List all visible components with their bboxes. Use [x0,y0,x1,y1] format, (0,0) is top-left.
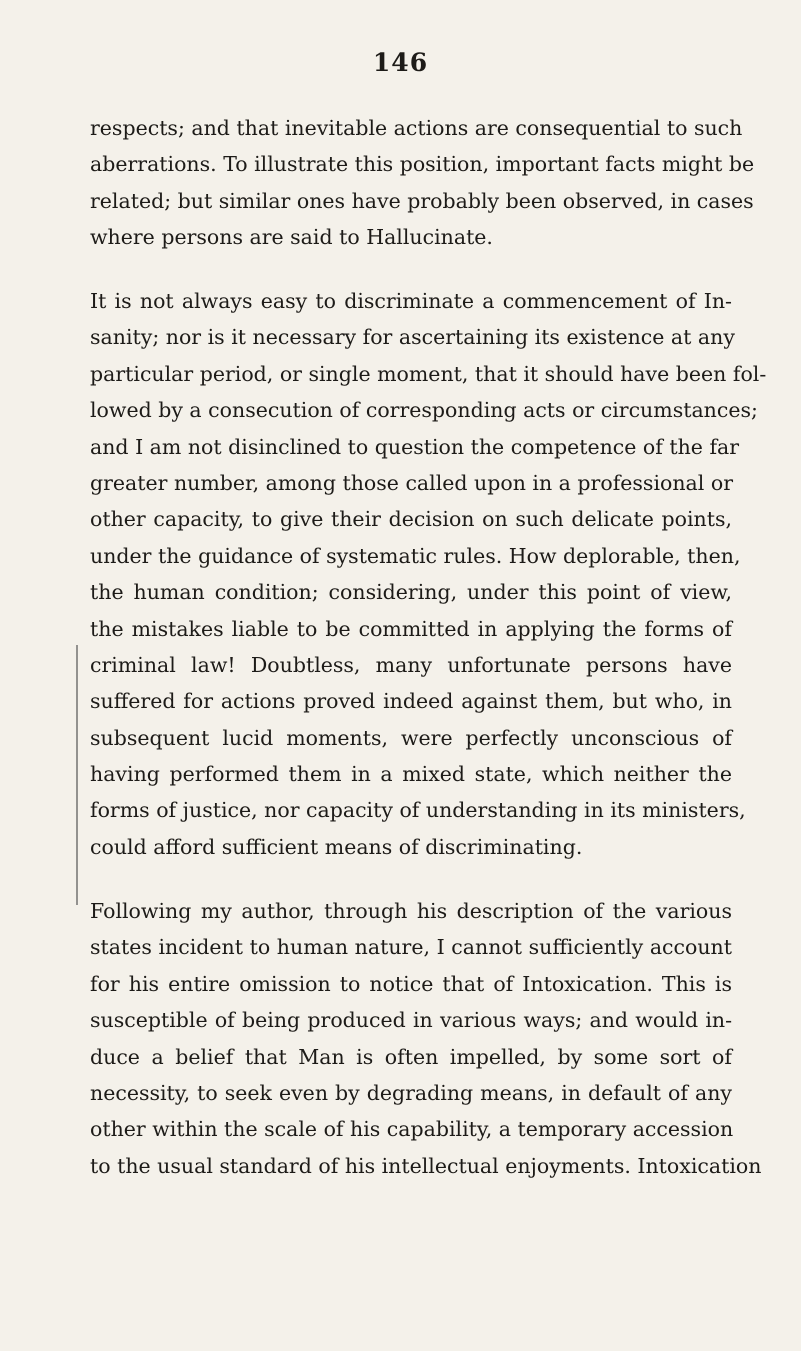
text-line: subsequent lucid moments, were perfectly unconscious of [90,725,732,750]
text-line: Following my author, through his description of the various [90,899,732,923]
text-line: having performed them in a mixed state, which neither the [90,762,732,787]
text-line: particular period, or single moment, that it should have been fol- [90,361,767,386]
text-line: for his entire omission to notice that of Intoxication. This is [90,971,732,996]
text-line: It is not always easy to discriminate a commencement of In- [90,289,732,313]
text-line: sanity; nor is it necessary for ascertaining its existence at any [90,325,735,350]
paragraph-1 [90,110,755,256]
text-line: duce a belief that Man is often impelled, by some sort of [90,1044,732,1069]
text-line: to the usual standard of his intellectual enjoyments. Intoxication [90,1153,762,1178]
text-line: related; but similar ones have probably been observed, in cases [90,188,754,213]
text-line: other within the scale of his capability, a temporary accession [90,1117,734,1142]
text-line: under the guidance of systematic rules. How deplorable, then, [90,543,741,568]
page-number: 146 [372,48,429,77]
margin-bracket-mark [76,645,86,905]
text-line: necessity, to seek even by degrading means, in default of any [90,1080,732,1105]
text-line: greater number, among those called upon in a professional or [90,470,733,495]
text-line: aberrations. To illustrate this position, important facts might be [90,152,755,177]
text-line: the mistakes liable to be committed in applying the forms of [90,616,732,641]
text-line: suffered for actions proved indeed against them, but who, in [90,689,732,714]
text-line: respects; and that inevitable actions are consequential to such [90,116,743,140]
text-line: where persons are said to Hallucinate. [90,225,493,250]
text-line: lowed by a consecution of corresponding acts or circumstances; [90,398,758,423]
text-line: forms of justice, nor capacity of understanding in its ministers, [90,798,746,823]
paragraph-3 [90,893,762,1184]
text-line: could afford sufficient means of discriminating. [90,834,583,859]
paragraph-2 [90,283,767,865]
text-line: and I am not disinclined to question the competence of the far [90,434,740,459]
text-line: criminal law! Doubtless, many unfortunate persons have [90,652,732,677]
text-line: the human condition; considering, under this point of view, [90,580,732,605]
text-line: susceptible of being produced in various ways; and would in- [90,1008,732,1033]
text-line: states incident to human nature, I cannot sufficiently account [90,935,732,960]
text-line: other capacity, to give their decision on such delicate points, [90,507,732,532]
